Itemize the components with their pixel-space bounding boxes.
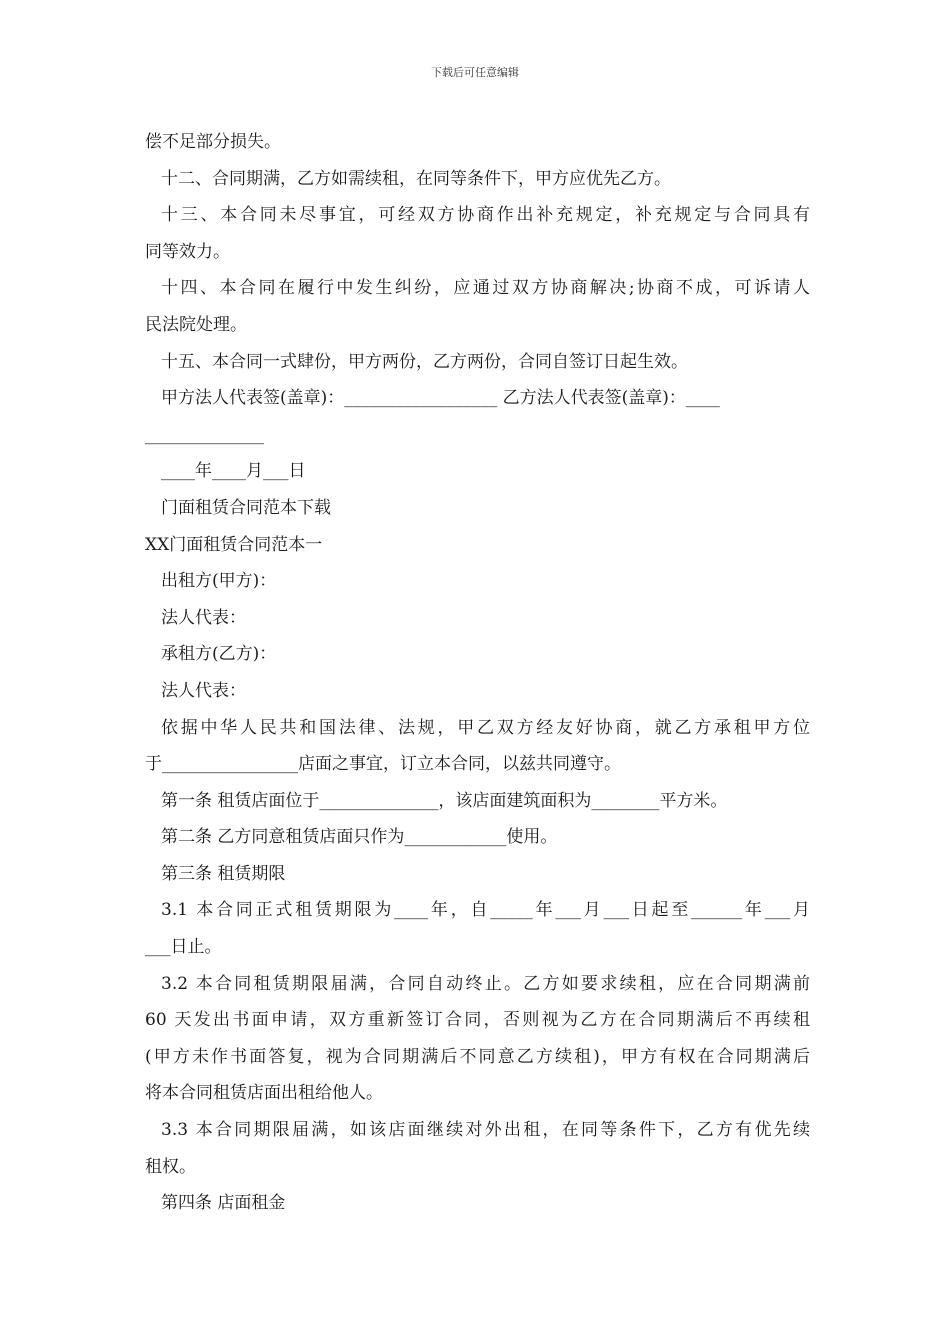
document-body [145,124,810,1222]
text-line: 十二、合同期满，乙方如需续租，在同等条件下，甲方应优先乙方。 [161,168,671,189]
text-line: 第一条 租赁店面位于______________，该店面建筑面积为________平方米。 [161,790,728,811]
text-line: 甲方法人代表签(盖章)：__________________ 乙方法人代表签(盖章)：____ [161,388,720,409]
text-line: (甲方未作书面答复，视为合同期满后不同意乙方续租)，甲方有权在合同期满后 [145,1046,810,1067]
text-line: ___日止。 [145,937,222,958]
text-line: 偿不足部分损失。 [145,132,281,152]
text-line: 3.1 本合同正式租赁期限为____年，自_____年___月___日起至______年___月 [161,900,810,921]
text-line: 60 天发出书面申请，双方重新签订合同，否则视为乙方在合同期满后不再续租 [145,1010,810,1031]
text-line: ______________ [145,424,264,445]
text-line: 于________________店面之事宜，订立本合同，以兹共同遵守。 [145,754,621,775]
text-line: 3.3 本合同期限届满，如该店面继续对外出租，在同等条件下，乙方有优先续 [161,1120,810,1141]
text-line: 将本合同租赁店面出租给他人。 [145,1083,383,1104]
text-line: 十三、本合同未尽事宜，可经双方协商作出补充规定，补充规定与合同具有 [161,205,810,226]
text-line: 法人代表： [161,680,246,701]
text-line: ____年____月___日 [161,461,306,482]
text-line: 法人代表： [161,607,246,628]
text-line: 承租方(乙方)： [161,644,277,665]
text-line: 3.2 本合同租赁期限届满，合同自动终止。乙方如要求续租，应在合同期满前 [161,973,810,994]
text-line: 租权。 [145,1156,196,1177]
text-line: 依据中华人民共和国法律、法规，甲乙双方经友好协商，就乙方承租甲方位 [161,717,810,738]
text-line: 十五、本合同一式肆份，甲方两份，乙方两份，合同自签订日起生效。 [161,351,688,372]
text-line: 第四条 店面租金 [161,1193,286,1214]
text-line: 出租方(甲方)： [161,571,277,592]
text-line: 同等效力。 [145,241,230,262]
text-line: 门面租赁合同范本下载 [161,497,331,518]
text-line: 第二条 乙方同意租赁店面只作为____________使用。 [161,827,558,848]
text-line: 民法院处理。 [145,314,247,335]
page-header: 下载后可任意编辑 [431,66,519,79]
text-line: 十四、本合同在履行中发生纠纷，应通过双方协商解决;协商不成，可诉请人 [161,278,810,299]
text-line: XX门面租赁合同范本一 [145,534,323,555]
text-line: 第三条 租赁期限 [161,863,286,884]
